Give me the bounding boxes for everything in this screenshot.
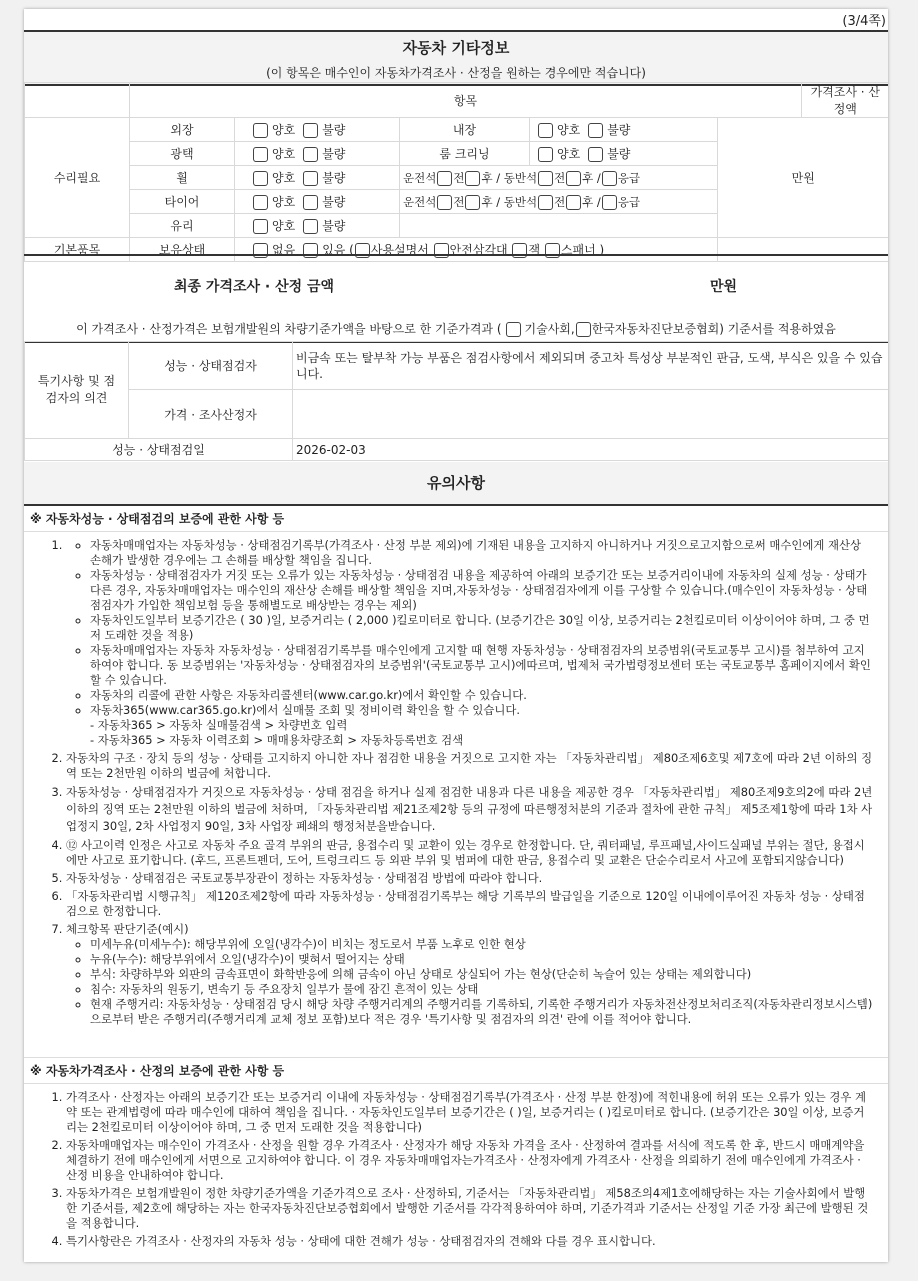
basic-items-label: 기본품목 bbox=[25, 238, 130, 262]
wheel-good-checkbox[interactable] bbox=[253, 171, 268, 186]
sub-plain-line: - 자동차365 > 자동차 실매물검색 > 차량번호 입력 bbox=[90, 718, 348, 732]
exterior-bad-checkbox[interactable] bbox=[303, 123, 318, 138]
sub-item: ◦ 자동차365(www.car365.go.kr)에서 실매물 조회 및 정비이력 확인을 할 수 있습니다. bbox=[90, 703, 874, 718]
sub-plain-line: - 자동차365 > 자동차 이력조회 > 매매용차량조회 > 자동차등록번호 검색 bbox=[90, 733, 464, 747]
glass-bad-checkbox[interactable] bbox=[303, 219, 318, 234]
repair-needed-label: 수리필요 bbox=[25, 118, 130, 238]
final-price-unit: 만원 bbox=[710, 279, 738, 295]
sub-item: ◦ 현재 주행거리: 자동차성능 · 상태점검 당시 해당 차량 주행거리계의 주행거리를 기록하되, 기록한 주행거리가 자동차전산정보처리조직(자동차관리정보시스템)으로부터 받은 주행거리(주행거리계 교체 정보 포함)보다 적은 경우 '특기사항 및 점검자의 의견' 란에 이를 적어야 합니다. bbox=[90, 997, 874, 1027]
tire-bad-checkbox[interactable] bbox=[303, 195, 318, 210]
final-price-section bbox=[24, 254, 888, 343]
sec1-item-1 bbox=[66, 538, 874, 748]
sec1-item-7: 7. 체크항목 판단기준(예시) ◦ 미세누유(미세누수): 해당부위에 오일(냉각수)이 비치는 정도로서 부품 노후로 인한 현상 ◦ 누유(누수): 해당부위에서 오일(냉각수)이 맺혀서 떨어지는 상태 ◦ 부식: 차량하부와 외판의 금속표면이 화학반응에 의해 금속이 아닌 상태로 상실되어 가는 현상(단순히 녹슬어 있는 상태는 제외합니다) ◦ 침수: 자동차의 원동기, 변속기 등 주요장치 일부가 물에 잠긴 흔적이 있는 상태 ◦ 현재 주행거리: 자동차성능 · 상태점검 당시 해당 차량 주행거리계의 주행거리를 기록하되, 기록한 주행거리가 자동차전산정보처리조직(자동차관리정보시스템)으로부터 받은 주행거리(주행거리계 교체 정보 포함)보다 적은 경우 '특기사항 및 점검자의 의견' 란에 이를 적어야 합니다. bbox=[66, 922, 874, 1027]
sub-item: ◦ 침수: 자동차의 원동기, 변속기 등 주요장치 일부가 물에 잠긴 흔적이 있는 상태 bbox=[90, 982, 874, 997]
gloss-bad-checkbox[interactable] bbox=[303, 147, 318, 162]
sec2-item-2: 2. 자동차매매업자는 매수인이 가격조사 · 산정을 원할 경우 가격조사 · 산정자가 해당 자동차 가격을 조사 · 산정하여 결과를 서식에 적도록 한 후, 반드시 매매계약을 체결하기 전에 매수인에게 서면으로 고지하여야 합니다. 이 경우 자동차매매업자는가격조사 · 산정자에게 가격조사 · 산정을 의뢰하기 전에 매수인에게 가격조사 · 산정 비용을 안내하여야 합니다. bbox=[66, 1138, 874, 1183]
sub-item: ◦ 자동차성능 · 상태점검자가 거짓 또는 오류가 있는 자동차성능 · 상태점검 내용을 제공하여 아래의 보증기간 또는 보증거리이내에 자동차의 실제 성능 · 상태가 다른 경우, 자동차매매업자는 매수인의 재산상 손해를 배상할 책임을 지며,자동차성능 · 상태점검자에게 이를 구상할 수 있습니다.(매수인이 자동차성능 · 상태점검자가 가입한 책임보험 등을 통해별도로 배상받는 경우는 제외) bbox=[90, 568, 874, 613]
inspector-opinion: 비금속 또는 탈부착 가능 부품은 점검사항에서 제외되며 중고차 특성상 부분적인 판금, 도색, 부식은 있을 수 있습니다. bbox=[293, 342, 889, 390]
sec2-title: ※ 자동차가격조사 · 산정의 보증에 관한 사항 등 bbox=[24, 1058, 888, 1084]
tire-driver-rear-checkbox[interactable] bbox=[465, 195, 480, 210]
sec1-item-2: 2. 자동차의 구조 · 장치 등의 성능 · 상태를 고지하지 아니한 자나 점검한 내용을 거짓으로 고지한 자는 「자동차관리법」 제80조제6호및 제7호에 따라 2년 이하의 징역 또는 2천만원 이하의 벌금에 처합니다. bbox=[66, 751, 874, 781]
tire-driver-front-checkbox[interactable] bbox=[437, 195, 452, 210]
sec2-item-3: 3. 자동차가격은 보험개발원이 정한 차량기준가액을 기준가격으로 조사 · 산정하되, 기준서는 「자동차관리법」 제58조의4제1호에해당하는 자는 기술사회에서 발행한 기준서를, 제2호에 해당하는 자는 한국자동차진단보증협회에서 발행한 기준서를 각각적용하여야 하며, 기준가격과 기준서는 산정일 기준 가장 최근에 발행된 것을 적용합니다. bbox=[66, 1186, 874, 1231]
tire-passenger-rear-checkbox[interactable] bbox=[566, 195, 581, 210]
sec1-item-3: 3. 자동차성능 · 상태점검자가 거짓으로 자동차성능 · 상태 점검을 하거나 실제 점검한 내용과 다른 내용을 제공한 경우 「자동차관리법」 제80조제9호의2에 따라 2년 이하의 징역 또는 2천만원 이하의 벌금에 처하며, 「자동차관리법 제21조제2항 등의 규정에 따른행정처분의 기준과 절차에 관한 규칙」 제5조제1항에 따라 1차 사업정지 30일, 2차 사업정지 90일, 3차 사업장 폐쇄의 행정처분을받습니다. bbox=[66, 784, 874, 835]
sec1-item-4: 4. ⑫ 사고이력 인정은 사고로 자동차 주요 골격 부위의 판금, 용접수리 및 교환이 있는 경우로 한정합니다. 단, 쿼터패널, 루프패널,사이드실패널 부위는 절단, 용접시에만 사고로 표기합니다. (후드, 프론트펜더, 도어, 트렁크리드 등 외판 부위 및 범퍼에 대한 판금, 용접수리 및 교환은 단순수리로서 사고에 포함되지않습니다) bbox=[66, 838, 874, 868]
condition-table: 항목 가격조사 · 산정액 수리필요 외장 양호 불량 내장 양호 불량 만원 광택 양호 불량 룸 크리닝 양호 불량 휠 양호 불량 운전석 전 후 / 동반석 전 후 / 응급 타이어 양호 불량 운전석 전 후 / 동반석 전 후 / 응급 유리 양호 불량 기본품목 보유상태 없음 있음 ( 사용설명서 안전삼각대 잭 스패너 ) bbox=[24, 82, 888, 262]
opinion-table bbox=[24, 341, 888, 461]
sub-item: ◦ 자동차매매업자는 자동차 자동차성능 · 상태점검기록부를 매수인에게 고지할 때 현행 자동차성능 · 상태점검자의 보증범위(국토교통부 고시)를 첨부하여 고지하여야 합니다. 동 보증범위는 '자동차성능 · 상태점검자의 보증범위'(국토교통부 고시)에따르며, 법제처 국가법령정보센터 또는 국토교통부 홈페이지에서 확인할 수 있습니다. bbox=[90, 643, 874, 688]
room-cleaning-good-checkbox[interactable] bbox=[538, 147, 553, 162]
appraiser-label: 가격 · 조사산정자 bbox=[129, 390, 293, 439]
row-label-interior: 내장 bbox=[400, 118, 530, 142]
performance-warranty-section bbox=[24, 506, 888, 1030]
document-page bbox=[24, 9, 888, 1262]
sub-item: ◦ 자동차인도일부터 보증기간은 ( 30 )일, 보증거리는 ( 2,000 )킬로미터로 합니다. (보증기간은 30일 이상, 보증거리는 2천킬로미터 이상이어야 하며, 그 중 먼저 도래한 것을 적용) bbox=[90, 613, 874, 643]
tire-emergency-checkbox[interactable] bbox=[602, 195, 617, 210]
price-unit: 만원 bbox=[791, 171, 815, 185]
item-header: 항목 bbox=[130, 83, 802, 118]
sub-item: ◦ 부식: 차량하부와 외판의 금속표면이 화학반응에 의해 금속이 아닌 상태로 상실되어 가는 현상(단순히 녹슬어 있는 상태는 제외합니다) bbox=[90, 967, 874, 982]
wheel-emergency-checkbox[interactable] bbox=[602, 171, 617, 186]
sec1-item-6: 6. 「자동차관리법 시행규칙」 제120조제2항에 따라 자동차성능 · 상태점검기록부는 해당 기록부의 발급일을 기준으로 120일 이내에이루어진 자동차 성능 · 상태점검으로 한정합니다. bbox=[66, 889, 874, 919]
section-title: 자동차 기타정보 bbox=[402, 39, 510, 57]
interior-bad-checkbox[interactable] bbox=[588, 123, 603, 138]
wheel-driver-rear-checkbox[interactable] bbox=[465, 171, 480, 186]
wheel-passenger-front-checkbox[interactable] bbox=[538, 171, 553, 186]
wheel-bad-checkbox[interactable] bbox=[303, 171, 318, 186]
section-header bbox=[24, 30, 888, 86]
final-price-note: 이 가격조사 · 산정가격은 보험개발원의 차량기준가액을 바탕으로 한 기준가격과 ( 기술사회, 한국자동차진단보증협회) 기준서를 적용하였음 bbox=[76, 322, 836, 336]
sub-item: ◦ 미세누유(미세누수): 해당부위에 오일(냉각수)이 비치는 정도로서 부품 노후로 인한 현상 bbox=[90, 937, 874, 952]
row-label-room-cleaning: 룸 크리닝 bbox=[400, 142, 530, 166]
row-label-exterior: 외장 bbox=[130, 118, 235, 142]
sec1-list bbox=[24, 538, 888, 1027]
price-header: 가격조사 · 산정액 bbox=[802, 83, 888, 118]
sec2-item-1: 1. 가격조사 · 산정자는 아래의 보증기간 또는 보증거리 이내에 자동차성능 · 상태점검기록부(가격조사 · 산정 부분 한정)에 적힌내용에 허위 또는 오류가 있는 경우 계약 또는 관계법령에 따라 매수인에 대하여 책임을 집니다. · 자동차인도일부터 보증기간은 ( )일, 보증거리는 ( )킬로미터로 합니다. (보증기간은 30일 이상, 보증거리는 2천킬로미터 이상이어야 하며, 그 중 먼저 도래한 것을 적용합니다) bbox=[66, 1090, 874, 1135]
section-subtitle: (이 항목은 매수인이 자동차가격조사 · 산정을 원하는 경우에만 적습니다) bbox=[266, 66, 646, 80]
sub-item: ◦ 자동차의 리콜에 관한 사항은 자동차리콜센터(www.car.go.kr)에서 확인할 수 있습니다. bbox=[90, 688, 874, 703]
inspection-date-label: 성능 · 상태점검일 bbox=[25, 439, 293, 461]
wheel-driver-front-checkbox[interactable] bbox=[437, 171, 452, 186]
tire-passenger-front-checkbox[interactable] bbox=[538, 195, 553, 210]
price-warranty-section bbox=[24, 1057, 888, 1252]
row-label-wheel: 휠 bbox=[130, 166, 235, 190]
wheel-seat-options: 운전석 전 후 / 동반석 전 후 / 응급 bbox=[400, 166, 718, 190]
inspection-date-value: 2026-02-03 bbox=[293, 439, 889, 461]
sec2-item-4: 4. 특기사항란은 가격조사 · 산정자의 자동차 성능 · 상태에 대한 견해가 성능 · 상태점검자의 견해와 다를 경우 표시합니다. bbox=[66, 1234, 874, 1249]
page-number: (3/4쪽) bbox=[842, 14, 886, 29]
tire-good-checkbox[interactable] bbox=[253, 195, 268, 210]
glass-good-checkbox[interactable] bbox=[253, 219, 268, 234]
room-cleaning-bad-checkbox[interactable] bbox=[588, 147, 603, 162]
caution-title: 유의사항 bbox=[24, 462, 888, 506]
gloss-good-checkbox[interactable] bbox=[253, 147, 268, 162]
sec2-list bbox=[24, 1090, 888, 1249]
sub-item: ◦ 누유(누수): 해당부위에서 오일(냉각수)이 맺혀서 떨어지는 상태 bbox=[90, 952, 874, 967]
wheel-passenger-rear-checkbox[interactable] bbox=[566, 171, 581, 186]
owned-options: 없음 있음 ( 사용설명서 안전삼각대 잭 스패너 ) bbox=[235, 238, 718, 262]
row-label-glass: 유리 bbox=[130, 214, 235, 238]
sec1-title: ※ 자동차성능 · 상태점검의 보증에 관한 사항 등 bbox=[24, 506, 888, 532]
exterior-good-checkbox[interactable] bbox=[253, 123, 268, 138]
row-label-tire: 타이어 bbox=[130, 190, 235, 214]
appraiser-opinion bbox=[293, 390, 889, 439]
opinion-group-label: 특기사항 및 점검자의 의견 bbox=[25, 342, 129, 439]
sub-item: ◦ 1. 자동차매매업자는 자동차성능 · 상태점검기록부(가격조사 · 산정 부분 제외)에 기재된 내용을 고지하지 아니하거나 거짓으로고지함으로써 매수인에게 재산상 손해가 발생한 경우에는 그 손해를 배상할 책임을 집니다. bbox=[90, 538, 874, 568]
row-label-gloss: 광택 bbox=[130, 142, 235, 166]
tire-seat-options: 운전석 전 후 / 동반석 전 후 / 응급 bbox=[400, 190, 718, 214]
inspector-label: 성능 · 상태점검자 bbox=[129, 342, 293, 390]
final-price-label: 최종 가격조사 · 산정 금액 bbox=[174, 279, 335, 295]
sec1-item-5: 5. 자동차성능 · 상태점검은 국토교통부장관이 정하는 자동차성능 · 상태점검 방법에 따라야 합니다. bbox=[66, 871, 874, 886]
interior-good-checkbox[interactable] bbox=[538, 123, 553, 138]
row-label-owned-status: 보유상태 bbox=[130, 238, 235, 262]
tech-society-checkbox[interactable] bbox=[506, 322, 521, 337]
kadia-checkbox[interactable] bbox=[576, 322, 591, 337]
